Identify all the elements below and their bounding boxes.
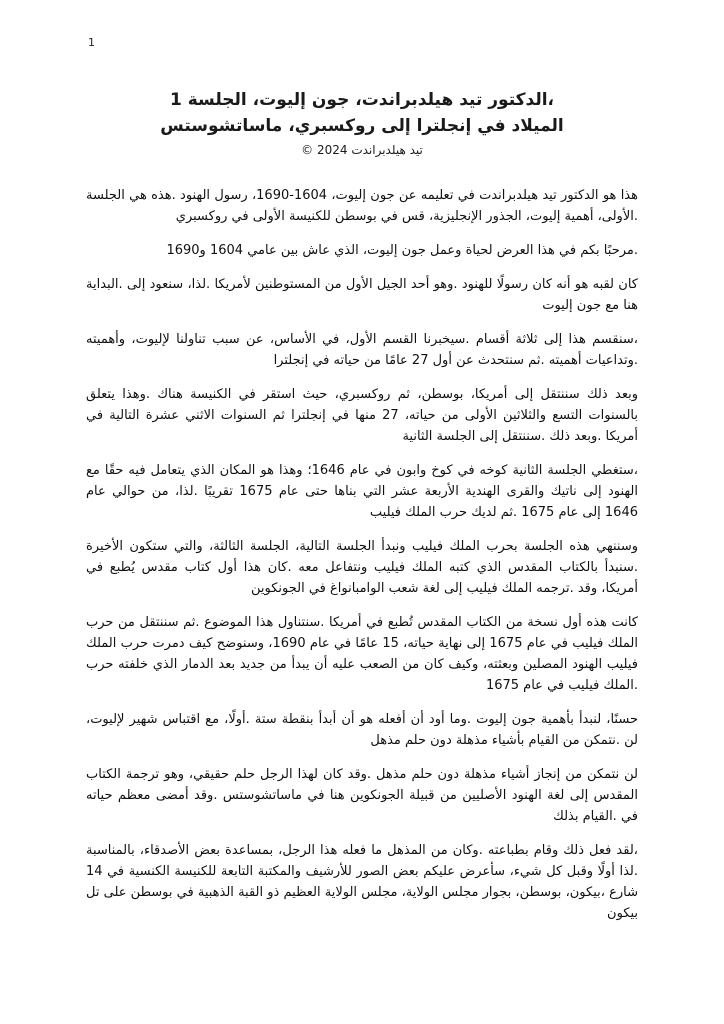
body-paragraph-1: هذا هو الدكتور تيد هيلدبراندت في تعليمه عن جون إليوت، 1604-1690، رسول الهنود .هذه هي الجلسة .الأولى، أهمية إليوت، الجذور الإنجليزية، قس في بوسطن للكنيسة الأولى في روكسبري bbox=[86, 188, 638, 224]
body-paragraph-9: حسنًا، لنبدأ بأهمية جون إليوت .وما أود أن أفعله هو أن أبدأ بنقطة ستة .أولًا، مع اقتباس شهير لإليوت، لن .نتمكن من القيام بأشياء مذهلة دون حلم مذهل bbox=[86, 712, 638, 748]
document-header bbox=[86, 88, 638, 157]
document-body bbox=[86, 185, 638, 924]
body-paragraph-8: كانت هذه أول نسخة من الكتاب المقدس تُطبع في أمريكا .سنتناول هذا الموضوع .ثم سننتقل من حرب الملك فيليب في عام 1675 إلى نهاية حياته، 15 عامًا في عام 1690، وسنوضح كيف دمرت حرب الملك فيليب الهنود المصلين وبعثته، وكيف كان من الصعب عليه أن يبدأ من جديد بعد الدمار الذي خلفته حرب .الملك فيليب في عام 1675 bbox=[86, 615, 638, 693]
body-paragraph-3: كان لقبه هو أنه كان رسولًا للهنود .وهو أحد الجيل الأول من المستوطنين لأمريكا .لذا، سنعود إلى .البداية هنا مع جون إليوت bbox=[86, 277, 638, 313]
copyright-byline: تيد هيلدبراندت 2024 © bbox=[301, 143, 423, 157]
body-paragraph-11: ،لقد فعل ذلك وقام بطباعته .وكان من المذهل ما فعله هذا الرجل، بمساعدة بعض الأصدقاء، بالمناسبة .لذا أولًا وقبل كل شيء، سأعرض عليكم بعض الصور للأرشيف والمكتبة التابعة للكنيسة الكنسية في 14 شارع ،بيكون، بوسطن، بجوار مجلس الولاية، مجلس الولاية العظيم ذو القبة الذهبية في بوسطن على تل بيكون bbox=[86, 843, 638, 921]
body-paragraph-10: لن نتمكن من إنجاز أشياء مذهلة دون حلم مذهل .وقد كان لهذا الرجل حلم حقيقي، وهو ترجمة الكتاب المقدس إلى لغة الهنود الأصليين من قبيلة الجونكوين هنا في ماساتشوستس .وقد أمضى معظم حياته في .القيام بذلك bbox=[86, 767, 638, 824]
body-paragraph-7: وسننهي هذه الجلسة بحرب الملك فيليب ونبدأ الجلسة التالية، الجلسة الثالثة، والتي ستكون الأخيرة .سنبدأ بالكتاب المقدس الذي كتبه الملك فيليب ونتفاعل معه .كان هذا أول كتاب مقدس يُطبع في أمريكا، وقد .ترجمه الملك فيليب إلى لغة شعب الوامبانواغ في الجونكوين bbox=[86, 539, 638, 596]
document-title-line2: الميلاد في إنجلترا إلى روكسبري، ماساتشوستس bbox=[160, 115, 564, 136]
page-number: 1 bbox=[88, 36, 95, 49]
document-title-line1: ،الدكتور تيد هيلدبراندت، جون إليوت، الجلسة 1 bbox=[169, 90, 555, 110]
body-paragraph-5: وبعد ذلك سننتقل إلى أمريكا، بوسطن، ثم روكسبري، حيث استقر في الكنيسة هناك .وهذا يتعلق بالسنوات التسع والثلاثين الأولى من حياته، 27 منها في إنجلترا ثم السنوات الاثني عشرة التالية في أمريكا .وبعد ذلك .سننتقل إلى الجلسة الثانية bbox=[86, 387, 639, 444]
body-paragraph-2: .مرحبًا بكم في هذا العرض لحياة وعمل جون إليوت، الذي عاش بين عامي 1604 و1690 bbox=[166, 243, 638, 258]
body-paragraph-4: ،سنقسم هذا إلى ثلاثة أقسام .سيخبرنا القسم الأول، في الأساس، عن سبب تناولنا لإليوت، وأهميته .وتداعيات أهميته .ثم سنتحدث عن أول 27 عامًا من حياته في إنجلترا bbox=[86, 332, 638, 368]
body-paragraph-6: ،ستغطي الجلسة الثانية كوخه في كوخ وابون في عام 1646؛ وهذا هو المكان الذي يتعامل فيه حقًا مع الهنود إلى ناتيك والقرى الهندية الأربعة عشر التي بناها حتى عام 1675 تقريبًا .لذا، من حوالي عام 1646 إلى عام 1675 .ثم لديك حرب الملك فيليب bbox=[86, 463, 638, 520]
